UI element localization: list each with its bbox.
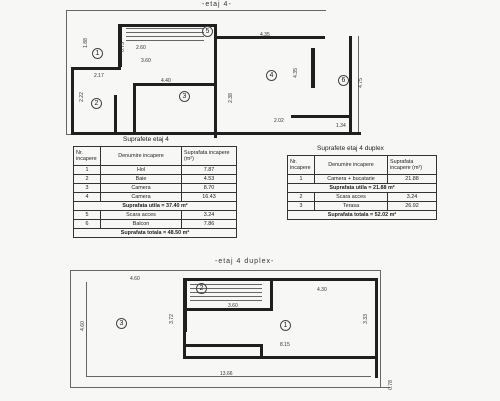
- room-marker: 5: [202, 26, 213, 37]
- table-row: 2 Scara acces 3.24: [288, 193, 437, 202]
- plan-bottom-caption: -etaj 4 duplex-: [215, 258, 275, 265]
- col-nr: Nr. incapere: [288, 156, 315, 175]
- col-area: Suprafata incapere (m²): [182, 147, 237, 166]
- subtotal-row: Suprafata utila = 21.88 m²: [288, 184, 437, 193]
- dim-label: 2.60: [136, 45, 146, 51]
- table-row: 3 Terasa 26.92: [288, 202, 437, 211]
- dim-label: 0.78: [387, 380, 394, 390]
- dim-label: 2.02: [274, 118, 284, 124]
- dim-label: 1.88: [82, 38, 89, 48]
- col-name: Denumire incapere: [101, 147, 182, 166]
- room-marker: 3: [179, 91, 190, 102]
- dim-label: 3.33: [362, 314, 369, 324]
- table-duplex-title: Suprafete etaj 4 duplex: [317, 145, 384, 152]
- dim-label: 4.60: [130, 276, 140, 282]
- table-row: 6 Balcon 7.86: [74, 220, 237, 229]
- table-row: 2 Baie 4.53: [74, 175, 237, 184]
- dim-label: 2.17: [94, 73, 104, 79]
- room-marker: 2: [196, 283, 207, 294]
- table-row: 3 Camera 8.70: [74, 184, 237, 193]
- table-row: 1 Hol 7.87: [74, 166, 237, 175]
- total-row: Suprafata totala = 48.50 m²: [74, 229, 237, 238]
- table-row: 4 Camera 16.43: [74, 193, 237, 202]
- dim-label: 4.60: [79, 321, 86, 331]
- dim-label: 4.75: [357, 78, 364, 88]
- subtotal-row: Suprafata utila = 37.40 m²: [74, 202, 237, 211]
- col-nr: Nr. incapere: [74, 147, 101, 166]
- room-marker: 2: [91, 98, 102, 109]
- dim-label: 2.22: [78, 92, 85, 102]
- plan-bottom: [70, 270, 400, 398]
- plan-top-caption: -etaj 4-: [202, 1, 232, 8]
- room-marker: 1: [280, 320, 291, 331]
- table-etaj4: [73, 146, 237, 238]
- dim-label: 4.35: [292, 68, 299, 78]
- room-marker: 6: [338, 75, 349, 86]
- col-name: Denumire incapere: [315, 156, 388, 175]
- dim-label: 1.34: [336, 123, 346, 129]
- table-duplex: [287, 155, 437, 220]
- dim-label: 3.60: [228, 303, 238, 309]
- dim-label: 8.15: [280, 342, 290, 348]
- dim-label: 0.75: [119, 42, 126, 52]
- room-marker: 4: [266, 70, 277, 81]
- dim-label: 4.40: [161, 78, 171, 84]
- table-row: 1 Camera + bucatarie 21.88: [288, 175, 437, 184]
- dim-label: 4.35: [260, 32, 270, 38]
- total-row: Suprafata totala = 52.02 m²: [288, 211, 437, 220]
- dim-label: 13.66: [220, 371, 233, 377]
- col-area: Suprafata incapere (m²): [388, 156, 437, 175]
- table-row: 5 Scara acces 3.24: [74, 211, 237, 220]
- room-marker: 3: [116, 318, 127, 329]
- plan-top: [66, 10, 366, 140]
- table-etaj4-title: Suprafete etaj 4: [123, 136, 169, 143]
- dim-label: 2.38: [227, 93, 234, 103]
- dim-label: 3.60: [141, 58, 151, 64]
- room-marker: 1: [92, 48, 103, 59]
- dim-label: 4.30: [317, 287, 327, 293]
- dim-label: 3.72: [168, 314, 175, 324]
